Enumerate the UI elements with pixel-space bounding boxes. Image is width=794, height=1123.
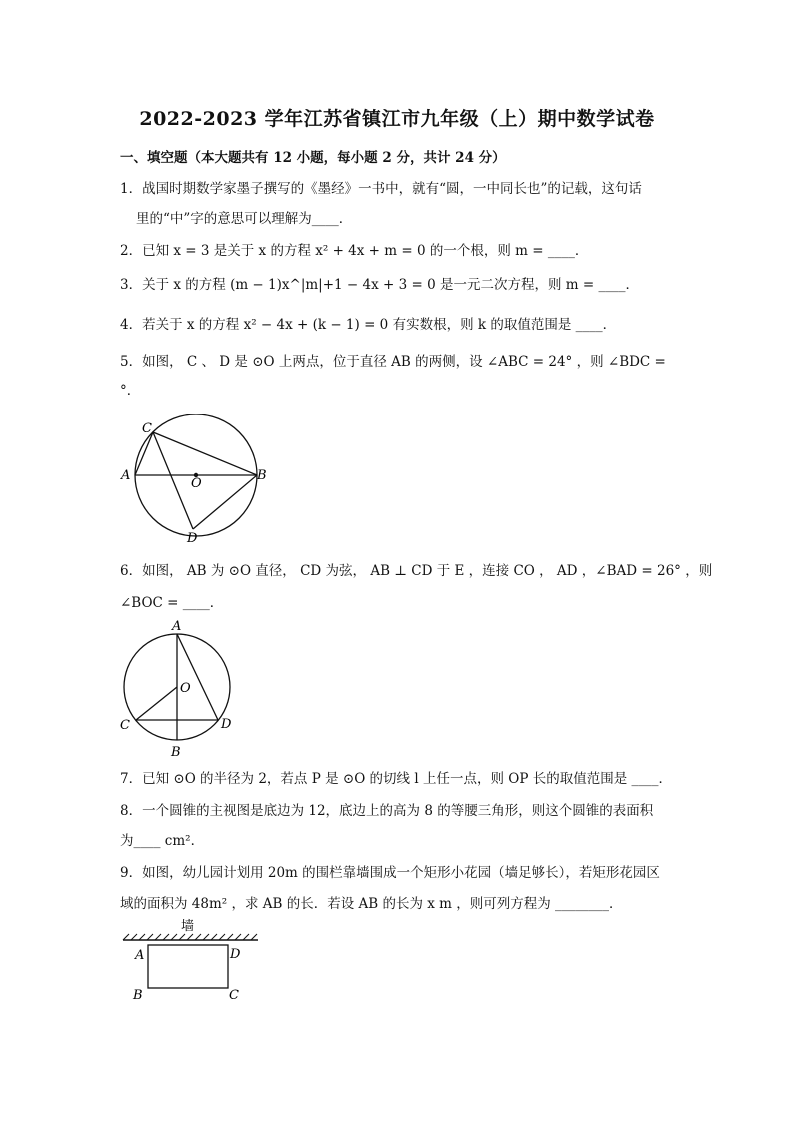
q6-label-c: C [120,718,130,733]
question-5-line-2: °． [120,383,141,399]
question-6-figure [112,616,242,762]
q6-label-b: B [171,745,181,760]
question-1-line-1: 1．战国时期数学家墨子撰写的《墨经》一书中，就有“圆，一中同长也”的记载，这句话 [120,181,642,197]
exam-title: 2022-2023 学年江苏省镇江市九年级（上）期中数学试卷 [139,108,655,130]
q9-label-b: B [133,988,143,1003]
q5-label-d: D [187,531,198,546]
question-9-line-1: 9．如图，幼儿园计划用 20m 的围栏靠墙围成一个矩形小花园（墙足够长），若矩形花园区 [120,865,660,881]
section-heading: 一、填空题（本大题共有 12 小题，每小题 2 分，共计 24 分） [120,150,506,166]
q5-label-c: C [142,421,152,436]
question-9-figure [118,915,268,1007]
q5-label-b: B [257,468,267,483]
question-8-line-1: 8．一个圆锥的主视图是底边为 12，底边上的高为 8 的等腰三角形，则这个圆锥的表面积 [120,803,654,819]
question-5-line-1: 5．如图， C 、 D 是 ⊙O 上两点，位于直径 AB 的两侧，设 ∠ABC = 24° ，则 ∠BDC = [120,354,666,370]
q9-label-c: C [229,988,239,1003]
question-7: 7．已知 ⊙O 的半径为 2，若点 P 是 ⊙O 的切线 l 上任一点，则 OP 长的取值范围是 ____． [120,771,672,787]
question-5-figure [112,414,272,549]
q5-label-a: A [121,468,131,483]
q6-label-o: O [180,681,191,696]
question-1-line-2: 里的“中”字的意思可以理解为____． [136,211,353,227]
question-6-line-2: ∠BOC = ____． [120,595,224,611]
q9-label-wall: 墙 [181,919,195,934]
question-2: 2．已知 x = 3 是关于 x 的方程 x² + 4x + m = 0 的一个根，则 m = ____． [120,243,589,259]
question-3: 3．关于 x 的方程 (m − 1)x^|m|+1 − 4x + 3 = 0 是一元二次方程，则 m = ____． [120,277,639,293]
question-4: 4．若关于 x 的方程 x² − 4x + (k − 1) = 0 有实数根，则 k 的取值范围是 ____． [120,317,617,333]
q6-label-d: D [221,717,232,732]
question-8-line-2: 为____ cm²． [120,833,205,849]
q6-label-a: A [172,619,182,634]
question-9-line-2: 域的面积为 48m² ，求 AB 的长．若设 AB 的长为 x m ，则可列方程为 ________． [120,896,623,912]
question-6-line-1: 6．如图， AB 为 ⊙O 直径， CD 为弦， AB ⊥ CD 于 E ，连接 CO ， AD ，∠BAD = 26° ，则 [120,563,713,579]
q9-label-d: D [230,947,241,962]
q9-label-a: A [135,948,145,963]
q5-label-o: O [191,476,202,491]
